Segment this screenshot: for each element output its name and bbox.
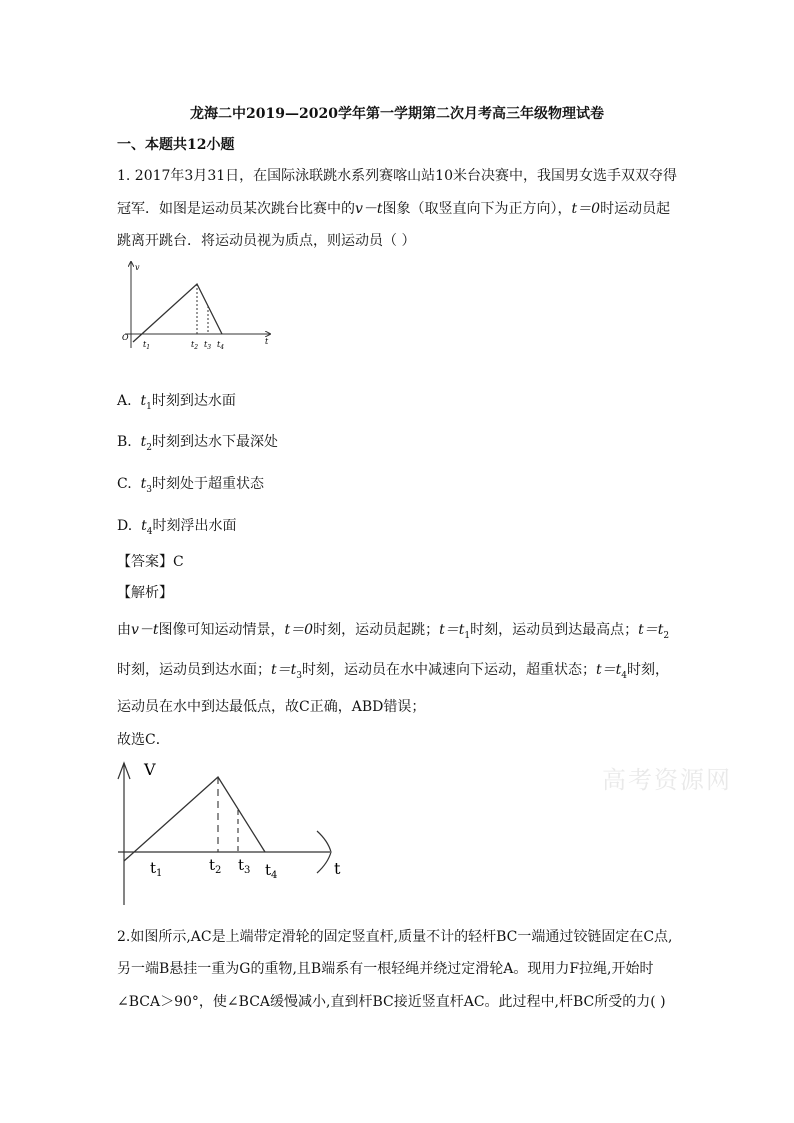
svg-text:t1: $t_1$ xyxy=(150,859,163,879)
svg-text:t4: $t_4$ xyxy=(217,340,225,351)
q1-line-2: 冠军．如图是运动员某次跳台比赛中的v－t图象（取竖直向下为正方向），t＝0时运动员起 xyxy=(117,201,671,217)
q2-line-1: 2.如图所示,AC是上端带定滑轮的固定竖直杆,质量不计的轻杆BC一端通过铰链固定在C点, xyxy=(117,929,673,945)
q2-line-2: 另一端B悬挂一重为G的重物,且B端系有一根轻绳并绕过定滑轮A。现用力F拉绳,开始时 xyxy=(117,961,654,977)
vt-graph-large xyxy=(110,755,360,905)
vt-graph-small xyxy=(115,258,275,353)
analysis-line-1: 由v－t图像可知运动情景，t＝0时刻，运动员起跳；$t=t_1$时刻，运动员到达最高点；$t=t_2$ xyxy=(117,622,670,641)
analysis-line-4: 故选C． xyxy=(117,732,170,748)
svg-text:t3: $t_3$ xyxy=(238,856,251,876)
analysis-heading: 【解析】 xyxy=(117,585,173,601)
v-label: V xyxy=(144,760,156,779)
option-d: D. $t_4$时刻浮出水面 xyxy=(117,518,237,537)
analysis-line-2: 时刻，运动员到达水面；$t=t_3$时刻，运动员在水中减速向下运动，超重状态；$t=t_4$时刻， xyxy=(117,662,669,681)
q1-line-3: 跳离开跳台．将运动员视为质点，则运动员（ ） xyxy=(117,233,416,249)
velocity-line xyxy=(133,284,222,342)
svg-text:t1: $t_1$ xyxy=(143,340,151,351)
section-heading: 一、本题共12小题 xyxy=(117,137,235,153)
analysis-line-3: 运动员在水中到达最低点，故C正确，ABD错误； xyxy=(117,699,426,715)
page-title: 龙海二中2019—2020学年第一学期第二次月考高三年级物理试卷 xyxy=(190,106,604,122)
vt-symbol: v－t xyxy=(355,201,383,217)
answer: 【答案】C xyxy=(117,554,184,570)
watermark: 高考资源网 xyxy=(602,766,732,794)
option-c: C. $t_3$时刻处于超重状态 xyxy=(117,476,264,495)
svg-text:t2: $t_2$ xyxy=(209,856,222,876)
v-label: v xyxy=(135,263,140,272)
svg-text:t: t xyxy=(334,859,341,878)
option-b: B. $t_2$时刻到达水下最深处 xyxy=(117,434,279,453)
svg-text:O: O xyxy=(122,333,129,342)
velocity-line xyxy=(124,777,265,861)
svg-text:t4: $t_4$ xyxy=(265,861,278,881)
q1-line-1: 1. 2017年3月31日，在国际泳联跳水系列赛喀山站10米台决赛中，我国男女选手双双夺得 xyxy=(117,168,677,184)
svg-text:t: t xyxy=(265,337,269,346)
option-a: A. $t_1$时刻到达水面 xyxy=(117,393,236,412)
svg-text:t3: $t_3$ xyxy=(204,340,212,351)
q2-line-3: ∠BCA＞90°，使∠BCA缓慢减小,直到杆BC接近竖直杆AC。此过程中,杆BC所受的力( ) xyxy=(117,994,666,1010)
svg-text:t2: $t_2$ xyxy=(191,340,199,351)
